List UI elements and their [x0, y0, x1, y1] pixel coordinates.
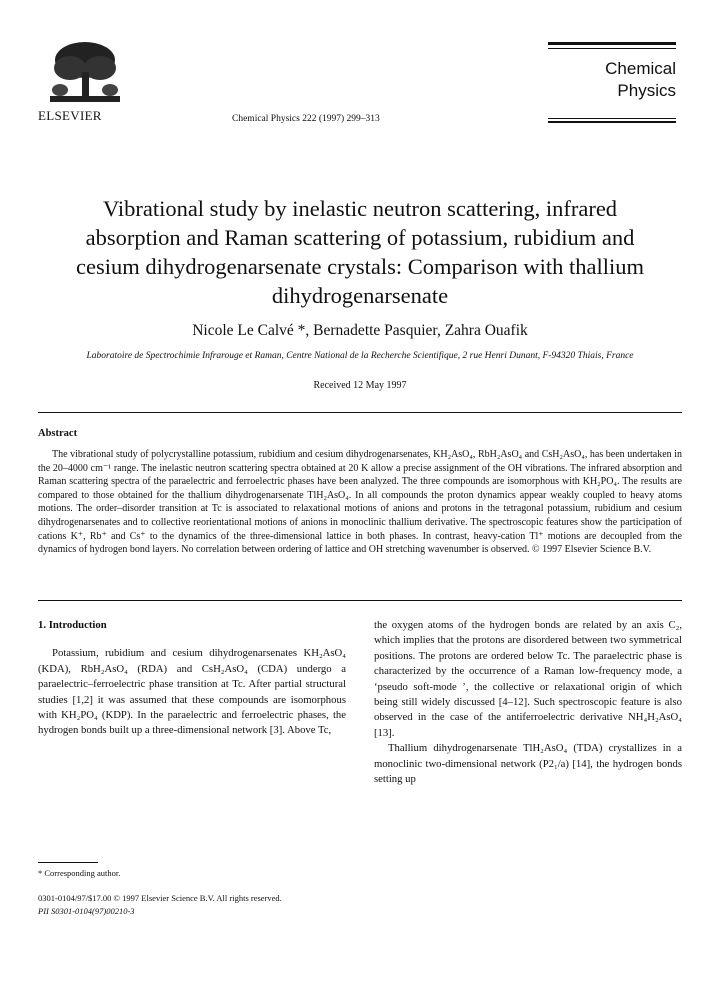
abstract-heading: Abstract — [38, 428, 78, 439]
abstract-rule-top — [38, 412, 682, 413]
header-rule-bottom-thick — [548, 121, 676, 123]
header-rule-top-thin — [548, 48, 676, 49]
publisher-name: ELSEVIER — [38, 108, 102, 123]
intro-paragraph-1: Potassium, rubidium and cesium dihydrogenarsenates KH₂AsO₄ (KDA), RbH₂AsO₄ (RDA) and CsH₂AsO₄ (CDA) undergo a paraelectric–ferroelectric phase transition at Tc. After partial structural studies [1,2] it was assumed that these compounds are isomorphous with KH₂PO₄ (KDP). In the paraelectric and ferroelectric phases, the hydrogen bonds built up a three-dimensional network [3]. Above Tc, — [38, 647, 346, 737]
intro-paragraph-2: the oxygen atoms of the hydrogen bonds are related by an axis C₂, which implies that the protons are disordered between two symmetrical positions. The protons are ordered below Tc. The paraelectric phase is characterized by the occurrence of a Raman low-frequency mode, a ‘pseudo soft-mode ’, the collective or relaxational origin of which being still widely discussed [4–12]. Such spectroscopic feature is also observed in the case of the antiferroelectric derivative NH₄H₂AsO₄ [13]. — [374, 619, 682, 739]
elsevier-tree-logo — [40, 38, 130, 106]
corresponding-author-footnote: * Corresponding author. — [38, 868, 121, 878]
journal-citation: Chemical Physics 222 (1997) 299–313 — [232, 114, 380, 124]
abstract-rule-bottom — [38, 600, 682, 601]
journal-name-line1: Chemical — [605, 59, 676, 78]
pii-line: PII S0301-0104(97)00210-3 — [38, 906, 135, 916]
author-affiliation: Laboratoire de Spectrochimie Infrarouge et Raman, Centre National de la Recherche Scientifique, 2 rue Henri Dunant, F-94320 Thiais, France — [86, 351, 634, 361]
received-date: Received 12 May 1997 — [313, 380, 407, 391]
right-column — [374, 618, 682, 787]
intro-paragraph-3: Thallium dihydrogenarsenate TlH₂AsO₄ (TDA) crystallizes in a monoclinic two-dimensional network (P2₁/a) [14], the hydrogen bonds setting up — [374, 742, 682, 786]
article-title: Vibrational study by inelastic neutron scattering, infrared absorption and Raman scattering of potassium, rubidium and cesium dihydrogenarsenate crystals: Comparison with thallium dihydrogenarsenate — [75, 196, 644, 308]
left-column — [38, 618, 346, 739]
copyright-line: 0301-0104/97/$17.00 © 1997 Elsevier Science B.V. All rights reserved. — [38, 893, 282, 903]
journal-name — [605, 58, 676, 102]
section-heading: 1. Introduction — [38, 619, 107, 631]
abstract-text: The vibrational study of polycrystalline potassium, rubidium and cesium dihydrogenarsenates, KH₂AsO₄, RbH₂AsO₄ and CsH₂AsO₄, has been undertaken in the 20–4000 cm⁻¹ range. The inelastic neutron scattering spectra obtained at 20 K allow a precise assignment of the OH vibrations. The infrared absorption and Raman scattering spectra of the paraelectric and ferroelectric phases have been analyzed. The three compounds are isomorphous with KH₂PO₄. The results are compared to those obtained for the thallium dihydrogenarsenate TlH₂AsO₄. In all compounds the proton dynamics appear weakly coupled to heavy atoms motions. The order–disorder transition at Tc is associated to relaxational motions of anions and protons in the tetragonal potassium, rubidium and cesium dihydrogenarsenates and to collective reorientational motions of anions in monoclinic thallium derivative. The spectroscopic features show the participation of cations K⁺, Rb⁺ and Cs⁺ to the dynamics of the three-dimensional lattice in both phases. In contrast, heavy-cation Tl⁺ motions are decoupled from the dynamics of hydrogen bond layers. No correlation between ordering of lattice and OH stretching wavenumber is observed. © 1997 Elsevier Science B.V. — [38, 449, 682, 556]
author-list: Nicole Le Calvé *, Bernadette Pasquier, Zahra Ouafik — [192, 322, 528, 339]
header-rule-top — [548, 42, 676, 45]
journal-name-line2: Physics — [617, 81, 676, 100]
footnote-rule — [38, 862, 98, 863]
header-rule-bottom — [548, 118, 676, 119]
